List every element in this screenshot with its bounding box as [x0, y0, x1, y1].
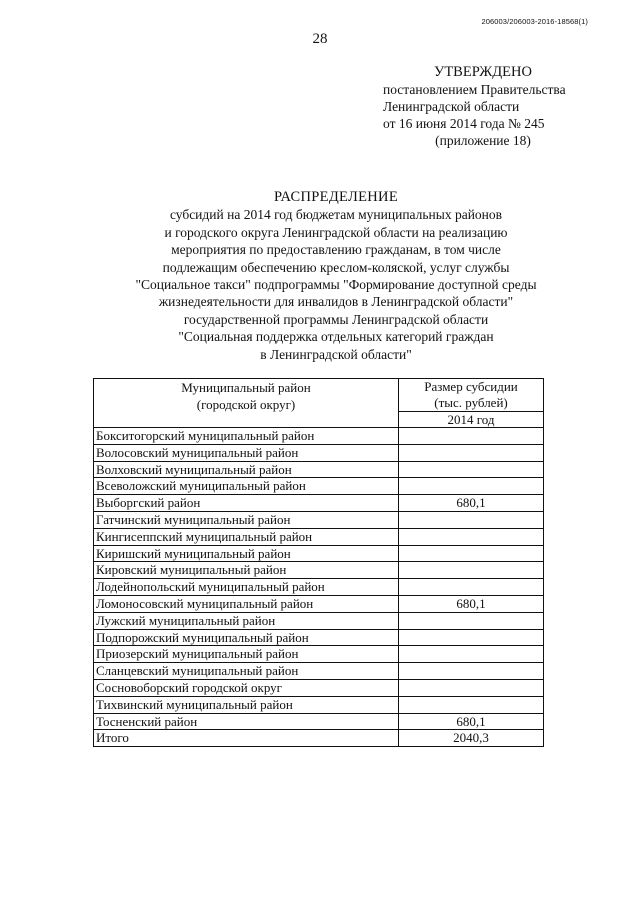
table-row	[94, 629, 544, 646]
table-row	[94, 545, 544, 562]
subsidy-value-cell	[399, 562, 544, 579]
table-row	[94, 444, 544, 461]
column-header-year: 2014 год	[399, 412, 544, 428]
approval-line: постановлением Правительства	[383, 82, 566, 97]
subsidy-value-cell: 680,1	[399, 713, 544, 730]
subsidy-table	[93, 378, 544, 747]
subsidy-value-cell: 680,1	[399, 495, 544, 512]
table-row	[94, 696, 544, 713]
title-line: государственной программы Ленинградской области	[183, 311, 489, 327]
table-row	[94, 511, 544, 528]
table-row	[94, 528, 544, 545]
column-header-district	[94, 379, 399, 428]
title-line: мероприятия по предоставлению гражданам, в том числе	[171, 242, 501, 258]
district-name-cell: Волосовский муниципальный район	[94, 444, 399, 461]
subsidy-value-cell	[399, 663, 544, 680]
subsidy-value-cell	[399, 579, 544, 596]
subsidy-value-cell: 2040,3	[399, 730, 544, 747]
subsidy-value-cell	[399, 444, 544, 461]
table-body	[94, 428, 544, 747]
table-row	[94, 663, 544, 680]
table-row	[94, 679, 544, 696]
subsidy-value-cell	[399, 612, 544, 629]
approval-line: от 16 июня 2014 года № 245	[383, 116, 545, 131]
table-row	[94, 478, 544, 495]
subsidy-value-cell	[399, 478, 544, 495]
district-name-cell: Сосновоборский городской округ	[94, 679, 399, 696]
title-line: жизнедеятельности для инвалидов в Ленинградской области"	[158, 294, 514, 310]
district-name-cell: Тосненский район	[94, 713, 399, 730]
table-row	[94, 612, 544, 629]
table-row	[94, 579, 544, 596]
district-name-cell: Ломоносовский муниципальный район	[94, 595, 399, 612]
title-line: подлежащим обеспечению креслом-коляской, услуг службы	[162, 259, 510, 275]
district-name-cell: Киришский муниципальный район	[94, 545, 399, 562]
subsidy-value-cell	[399, 545, 544, 562]
approval-block	[383, 64, 583, 149]
column-header-line: (тыс. рублей)	[434, 395, 508, 410]
column-header-line: Муниципальный район	[181, 380, 311, 395]
district-name-cell: Выборгский район	[94, 495, 399, 512]
district-name-cell: Бокситогорский муниципальный район	[94, 428, 399, 445]
title-line: "Социальное такси" подпрограммы "Формирование доступной среды	[135, 277, 537, 293]
district-name-cell: Тихвинский муниципальный район	[94, 696, 399, 713]
page-number: 28	[312, 31, 328, 47]
district-name-cell: Лужский муниципальный район	[94, 612, 399, 629]
approval-line: Ленинградской области	[383, 99, 520, 114]
title-main: РАСПРЕДЕЛЕНИЕ	[274, 189, 398, 205]
district-name-cell: Кировский муниципальный район	[94, 562, 399, 579]
subsidy-value-cell	[399, 461, 544, 478]
subsidy-value-cell	[399, 528, 544, 545]
district-name-cell: Гатчинский муниципальный район	[94, 511, 399, 528]
subsidy-value-cell	[399, 511, 544, 528]
approval-line: (приложение 18)	[435, 133, 531, 148]
approval-heading: УТВЕРЖДЕНО	[434, 64, 532, 80]
table-row	[94, 461, 544, 478]
district-name-cell: Сланцевский муниципальный район	[94, 663, 399, 680]
subsidy-value-cell	[399, 428, 544, 445]
subsidy-value-cell	[399, 646, 544, 663]
title-line: и городского округа Ленинградской области на реализацию	[164, 224, 508, 240]
subsidy-value-cell: 680,1	[399, 595, 544, 612]
column-header-subsidy	[399, 379, 544, 412]
subsidy-value-cell	[399, 696, 544, 713]
title-line: в Ленинградской области"	[260, 346, 412, 362]
district-name-cell: Лодейнопольский муниципальный район	[94, 579, 399, 596]
district-name-cell: Приозерский муниципальный район	[94, 646, 399, 663]
document-title	[0, 189, 640, 363]
district-name-cell: Волховский муниципальный район	[94, 461, 399, 478]
title-line: субсидий на 2014 год бюджетам муниципальных районов	[169, 207, 503, 223]
table-row	[94, 646, 544, 663]
document-id: 206003/206003-2016-18568(1)	[481, 17, 588, 26]
column-header-line: (городской округ)	[196, 397, 296, 412]
table-row	[94, 428, 544, 445]
district-name-cell: Всеволожский муниципальный район	[94, 478, 399, 495]
title-line: "Социальная поддержка отдельных категорий граждан	[178, 329, 494, 345]
district-name-cell: Итого	[94, 730, 399, 747]
district-name-cell: Подпорожский муниципальный район	[94, 629, 399, 646]
subsidy-value-cell	[399, 629, 544, 646]
table-row	[94, 562, 544, 579]
subsidy-value-cell	[399, 679, 544, 696]
table-row	[94, 730, 544, 747]
table-row	[94, 495, 544, 512]
column-header-line: Размер субсидии	[424, 379, 518, 394]
table-row	[94, 595, 544, 612]
table-row	[94, 713, 544, 730]
district-name-cell: Кингисеппский муниципальный район	[94, 528, 399, 545]
